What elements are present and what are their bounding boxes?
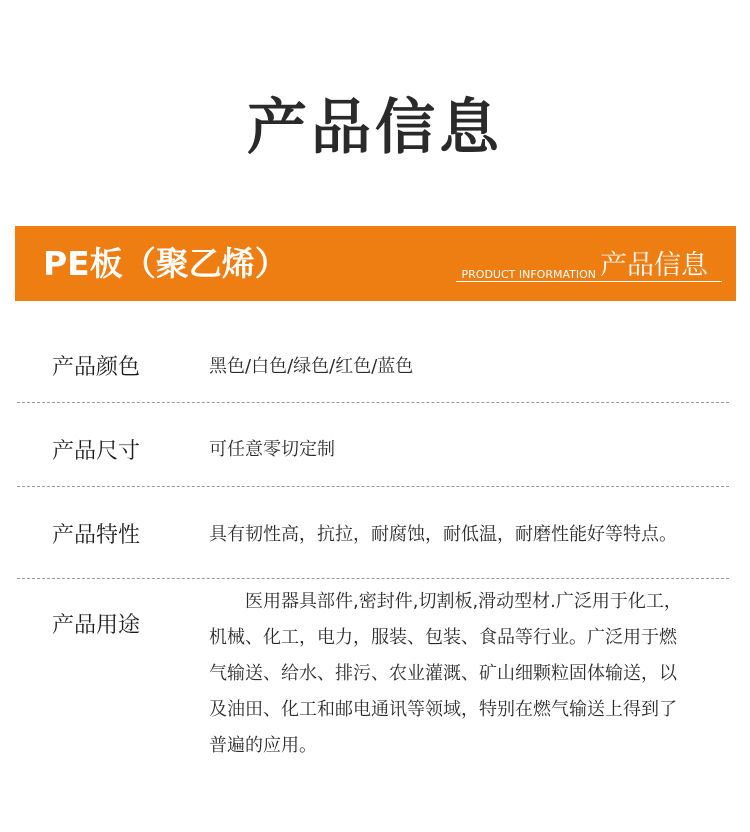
usage-line: 机械、化工，电力，服装、包装、食品等行业。广泛用于燃 [209, 627, 677, 648]
row-divider [17, 402, 729, 403]
banner-subtitle-en: PRODUCT INFORMATION [461, 268, 596, 281]
usage-line: 医用器具部件,密封件,切割板,滑动型材.广泛用于化工， [209, 591, 682, 612]
banner-underline [456, 281, 722, 282]
usage-line: 气输送、给水、排污、农业灌溉、矿山细颗粒固体输送，以 [209, 663, 677, 684]
spec-label-features: 产品特性 [52, 523, 141, 548]
spec-label-usage: 产品用途 [52, 613, 141, 638]
spec-value-size: 可任意零切定制 [209, 439, 335, 460]
page-title: 产品信息 [247, 93, 503, 163]
spec-value-usage [209, 584, 729, 764]
row-divider [17, 578, 729, 579]
banner-title: PE板（聚乙烯） [43, 244, 288, 283]
spec-label-size: 产品尺寸 [52, 439, 141, 464]
spec-value-color: 黑色/白色/绿色/红色/蓝色 [209, 356, 414, 377]
row-divider [17, 486, 729, 487]
product-banner [15, 226, 736, 301]
spec-label-color: 产品颜色 [52, 355, 141, 380]
usage-line: 普遍的应用。 [209, 735, 317, 756]
spec-value-features: 具有韧性高，抗拉，耐腐蚀，耐低温，耐磨性能好等特点。 [209, 524, 677, 545]
banner-subtitle [462, 244, 708, 284]
usage-line: 及油田、化工和邮电通讯等领域，特别在燃气输送上得到了 [209, 699, 677, 720]
banner-subtitle-zh: 产品信息 [600, 250, 708, 281]
